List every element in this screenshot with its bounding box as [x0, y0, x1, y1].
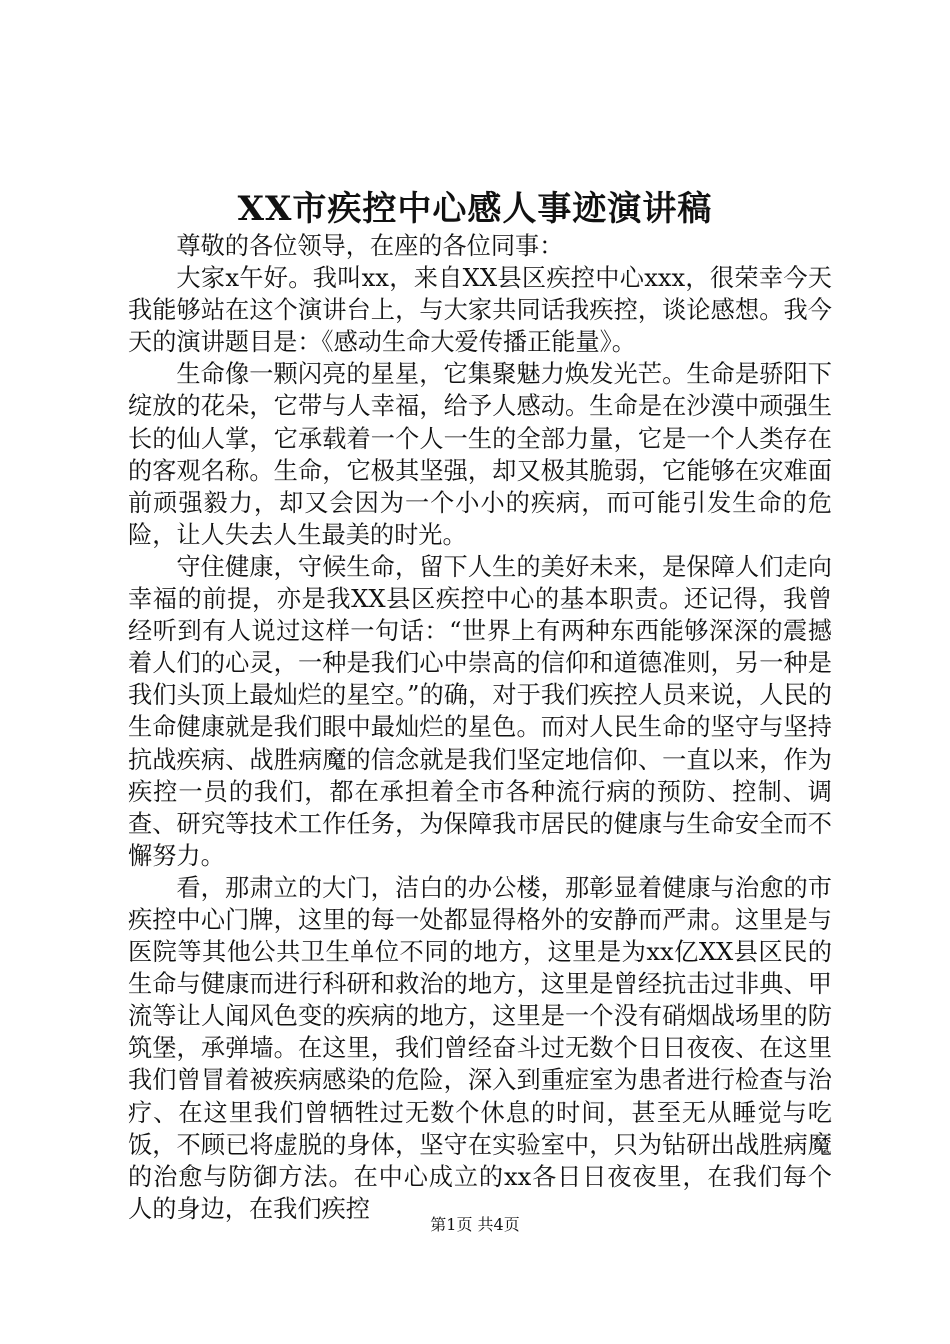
paragraph: 看，那肃立的大门，洁白的办公楼，那彰显着健康与治愈的市疾控中心门牌，这里的每一处都显得格外的安静而严肃。这里是与医院等其他公共卫生单位不同的地方，这里是为xx亿XX县区民的生命与健康而进行科研和救治的地方，这里是曾经抗击过非典、甲流等让人闻风色变的疾病的地方，这里是一个没有硝烟战场里的防筑堡，承弹墙。在这里，我们曾经奋斗过无数个日日夜夜、在这里我们曾冒着被疾病感染的危险，深入到重症室为患者进行检查与治疗、在这里我们曾牺牲过无数个休息的时间，甚至无从睡觉与吃饭，不顾已将虚脱的身体，坚守在实验室中，只为钻研出战胜病魔的治愈与防御方法。在中心成立的xx各日日夜夜里，在我们每个人的身边，在我们疾控	[128, 873, 832, 1223]
paragraph: 守住健康，守候生命，留下人生的美好未来，是保障人们走向幸福的前提，亦是我XX县区疾控中心的基本职责。还记得，我曾经听到有人说过这样一句话：“世界上有两种东西能够深深的震撼着人们的心灵，一种是我们心中崇高的信仰和道德准则，另一种是我们头顶上最灿烂的星空。”的确，对于我们疾控人员来说，人民的生命健康就是我们眼中最灿烂的星色。而对人民生命的坚守与坚持抗战疾病、战胜病魔的信念就是我们坚定地信仰、一直以来，作为疾控一员的我们，都在承担着全市各种流行病的预防、控制、调查、研究等技术工作任务，为保障我市居民的健康与生命安全而不懈努力。	[128, 552, 832, 870]
paragraph: 生命像一颗闪亮的星星，它集聚魅力焕发光芒。生命是骄阳下绽放的花朵，它带与人幸福，给予人感动。生命是在沙漠中顽强生长的仙人掌，它承载着一个人一生的全部力量，它是一个人类存在的客观名称。生命，它极其坚强，却又极其脆弱，它能够在灾难面前顽强毅力，却又会因为一个小小的疾病，而可能引发生命的危险，让人失去人生最美的时光。	[128, 360, 832, 549]
paragraph: 大家x午好。我叫xx，来自XX县区疾控中心xxx，很荣幸今天我能够站在这个演讲台上，与大家共同话我疾控，谈论感想。我今天的演讲题目是：《感动生命大爱传播正能量》。	[128, 264, 832, 357]
salutation: 尊敬的各位领导，在座的各位同事：	[176, 232, 564, 260]
page-number-footer: 第1页 共4页	[430, 1215, 520, 1234]
document-title: XX市疾控中心感人事迹演讲稿	[237, 189, 713, 229]
document-body	[128, 230, 832, 1225]
